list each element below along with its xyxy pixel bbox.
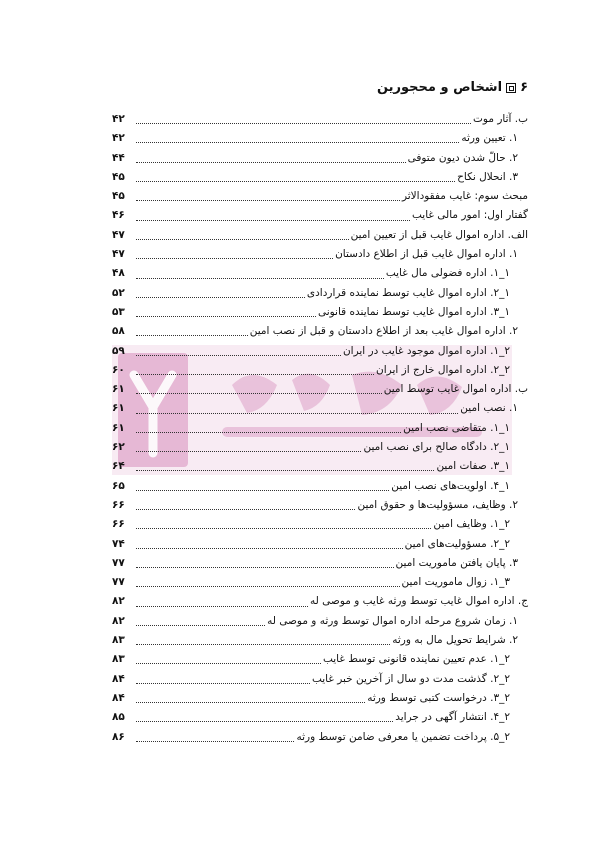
toc-entry-page: ۵۹: [112, 344, 125, 357]
toc-leader-dots: [136, 625, 265, 626]
toc-entry-title: ۲_۱. اداره اموال موجود غایب در ایران: [342, 344, 510, 357]
toc-entry-title: ۲_۲. اداره اموال خارج از ایران: [376, 363, 510, 376]
toc-entry-title: ج. اداره اموال غایب توسط ورثه غایب و موصی له: [309, 595, 528, 608]
toc-entry-title: ۲_۵. پرداخت تضمین یا معرفی ضامن توسط ورثه: [296, 730, 510, 743]
toc-entry: [112, 226, 528, 245]
toc-leader-dots: [136, 413, 458, 414]
toc-entry-page: ۷۷: [112, 556, 125, 569]
toc-leader-dots: [136, 220, 410, 221]
toc-leader-dots: [136, 586, 400, 587]
toc-leader-dots: [136, 451, 361, 452]
toc-leader-dots: [136, 683, 310, 684]
toc-entry: [112, 592, 528, 611]
toc-entry-title: ۱. زمان شروع مرحله اداره اموال توسط ورثه و موصی له: [267, 614, 518, 627]
toc-entry: [112, 168, 528, 187]
toc-leader-dots: [136, 181, 455, 182]
toc-entry: [112, 419, 528, 438]
toc-entry-title: ۲. اداره اموال غایب بعد از اطلاع دادستان و قبل از نصب امین: [249, 325, 518, 338]
toc-leader-dots: [136, 239, 349, 240]
toc-leader-dots: [136, 644, 390, 645]
toc-entry-page: ۴۵: [112, 170, 125, 183]
toc-entry-page: ۸۳: [112, 653, 125, 666]
page-number: ۶: [520, 80, 528, 95]
toc-leader-dots: [136, 509, 355, 510]
toc-entry-page: ۸۴: [112, 691, 125, 704]
toc-leader-dots: [136, 470, 434, 471]
toc-leader-dots: [136, 162, 406, 163]
toc-entry-title: ۲_۱. وظایف امین: [433, 518, 510, 531]
toc-entry-title: ۳. انحلال نکاح: [457, 170, 518, 183]
toc-entry-title: ۲. شرایط تحویل مال به ورثه: [392, 634, 518, 647]
toc-entry-page: ۷۷: [112, 576, 125, 589]
toc-entry-page: ۶۱: [112, 421, 125, 434]
toc-entry: [112, 284, 528, 303]
toc-entry-page: ۴۷: [112, 248, 125, 261]
toc-entry-title: ب. اداره اموال غایب توسط امین: [383, 383, 528, 396]
toc-entry-title: مبحث سوم: غایب مفقودالاثر: [401, 190, 528, 203]
toc-entry-title: ۱_۲. اداره اموال غایب توسط نماینده قراردادی: [306, 286, 510, 299]
toc-entry: [112, 573, 528, 592]
toc-entry: [112, 342, 528, 361]
toc-entry: [112, 670, 528, 689]
toc-entry: [112, 535, 528, 554]
toc-leader-dots: [136, 278, 384, 279]
toc-entry-page: ۶۱: [112, 402, 125, 415]
toc-entry-page: ۶۶: [112, 498, 125, 511]
toc-entry: [112, 612, 528, 631]
toc-entry-title: ۲_۴. انتشار آگهی در جراید: [395, 711, 510, 724]
toc-leader-dots: [136, 142, 459, 143]
toc-entry-title: ۳_۱. زوال ماموریت امین: [401, 576, 510, 589]
toc-entry-title: ۱. تعیین ورثه: [461, 132, 518, 145]
toc-entry-title: ۱_۳. صفات امین: [436, 460, 510, 473]
toc-entry-page: ۵۸: [112, 325, 125, 338]
toc-leader-dots: [136, 335, 248, 336]
toc-entry-page: ۶۴: [112, 460, 125, 473]
toc-entry: [112, 708, 528, 727]
toc-entry: [112, 206, 528, 225]
toc-entry-title: ۱. اداره اموال غایب قبل از اطلاع دادستان: [335, 248, 518, 261]
toc-leader-dots: [136, 528, 431, 529]
toc-entry: [112, 187, 528, 206]
toc-entry-title: ۱. نصب امین: [460, 402, 518, 415]
toc-entry: [112, 399, 528, 418]
toc-entry: [112, 245, 528, 264]
toc-entry-title: گفتار اول: امور مالی غایب: [412, 209, 528, 222]
book-icon: [506, 83, 516, 93]
toc-entry-title: ب. آثار موت: [473, 113, 528, 125]
toc-entry: [112, 650, 528, 669]
toc-leader-dots: [136, 721, 393, 722]
toc-entry: [112, 303, 528, 322]
toc-leader-dots: [136, 606, 308, 607]
toc-entry-page: ۸۲: [112, 614, 125, 627]
toc-leader-dots: [136, 123, 471, 124]
toc-entry-page: ۷۴: [112, 537, 125, 550]
toc-entry-page: ۶۶: [112, 518, 125, 531]
toc-entry-title: الف. اداره اموال غایب قبل از تعیین امین: [350, 228, 528, 241]
toc-entry-page: ۶۱: [112, 383, 125, 396]
toc-entry: [112, 515, 528, 534]
toc-entry-title: ۱_۱. متقاضی نصب امین: [403, 421, 510, 434]
toc-entry-page: ۸۶: [112, 730, 125, 743]
page-header: [377, 80, 528, 95]
toc-leader-dots: [136, 316, 316, 317]
toc-entry: [112, 477, 528, 496]
toc-entry: [112, 554, 528, 573]
toc-leader-dots: [136, 548, 403, 549]
toc-leader-dots: [136, 702, 365, 703]
toc-entry: [112, 380, 528, 399]
toc-leader-dots: [136, 374, 374, 375]
toc-leader-dots: [136, 663, 321, 664]
toc-entry-page: ۵۳: [112, 305, 125, 318]
toc-entry: [112, 728, 528, 747]
toc-leader-dots: [136, 297, 305, 298]
toc-leader-dots: [136, 355, 341, 356]
toc-entry-page: ۴۲: [112, 132, 125, 145]
toc-entry-page: ۶۰: [112, 363, 125, 376]
toc-leader-dots: [136, 200, 400, 201]
toc-entry-title: ۱_۱. اداره فضولی مال غایب: [385, 267, 510, 280]
toc-leader-dots: [136, 490, 389, 491]
toc-entry-title: ۱_۲. دادگاه صالح برای نصب امین: [363, 441, 510, 454]
toc-entry-page: ۶۵: [112, 479, 125, 492]
running-title: اشخاص و محجورین: [376, 80, 503, 95]
toc-entry: [112, 149, 528, 168]
toc-leader-dots: [136, 432, 401, 433]
toc-leader-dots: [136, 258, 333, 259]
toc-entry: [112, 631, 528, 650]
toc-entry-page: ۶۲: [112, 441, 125, 454]
toc-entry: [112, 361, 528, 380]
toc-entry-title: ۲_۱. عدم تعیین نماینده قانونی توسط غایب: [322, 653, 510, 666]
toc-entry-page: ۴۶: [112, 209, 125, 222]
toc-entry: [112, 457, 528, 476]
toc-entry-title: ۱_۳. اداره اموال غایب توسط نماینده قانونی: [317, 305, 510, 318]
toc-entry: [112, 110, 528, 129]
toc-entry-page: ۸۲: [112, 595, 125, 608]
toc-entry-page: ۴۵: [112, 190, 125, 203]
toc-entry-title: ۳. پایان یافتن ماموریت امین: [395, 556, 518, 569]
toc-leader-dots: [136, 393, 382, 394]
toc-entry-page: ۴۷: [112, 228, 125, 241]
toc-entry: [112, 496, 528, 515]
toc-entry-page: ۴۲: [112, 113, 125, 125]
toc-entry-page: ۸۵: [112, 711, 125, 724]
toc-entry-title: ۲_۲. مسؤولیت‌های امین: [404, 537, 510, 550]
toc-entry: [112, 264, 528, 283]
toc-entry-page: ۴۴: [112, 151, 125, 164]
toc-entry-title: ۲. وظایف، مسؤولیت‌ها و حقوق امین: [357, 498, 518, 511]
toc-entry-page: ۵۲: [112, 286, 125, 299]
toc-entry: [112, 689, 528, 708]
toc-entry-title: ۲_۲. گذشت مدت دو سال از آخرین خبر غایب: [311, 672, 510, 685]
toc-leader-dots: [136, 741, 294, 742]
toc-entry-page: ۸۴: [112, 672, 125, 685]
toc-entry-page: ۸۳: [112, 634, 125, 647]
toc-entry: [112, 129, 528, 148]
toc-leader-dots: [136, 567, 394, 568]
toc-entry-title: ۲_۳. درخواست کتبی توسط ورثه: [367, 691, 510, 704]
toc-entry-title: ۲. حالّ شدن دیون متوفی: [407, 151, 518, 164]
toc-entry-title: ۱_۴. اولویت‌های نصب امین: [391, 479, 510, 492]
toc-entry: [112, 438, 528, 457]
toc-entry-page: ۴۸: [112, 267, 125, 280]
table-of-contents: [112, 110, 528, 747]
toc-entry: [112, 322, 528, 341]
